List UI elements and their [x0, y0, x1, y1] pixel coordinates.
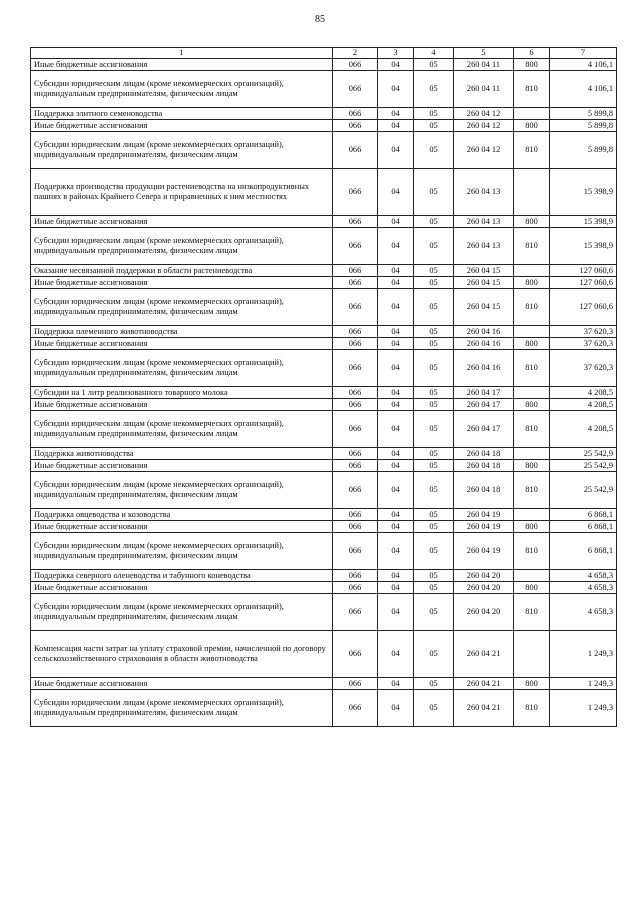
row-name-cell: Иные бюджетные ассигнования: [31, 582, 333, 594]
row-amount-cell: 4 208,5: [550, 387, 617, 399]
row-code-cell: 066: [333, 71, 378, 108]
row-code-cell: 066: [333, 108, 378, 120]
row-expense-type-cell: 800: [514, 678, 550, 690]
row-name-cell: Иные бюджетные ассигнования: [31, 399, 333, 411]
row-target-cell: 260 04 15: [454, 277, 514, 289]
row-section-cell: 04: [378, 521, 414, 533]
row-code-cell: 066: [333, 132, 378, 169]
table-row: [31, 509, 617, 521]
row-section-cell: 04: [378, 631, 414, 678]
row-section-cell: 04: [378, 350, 414, 387]
row-subsection-cell: 05: [414, 509, 454, 521]
row-name-cell: Поддержка элитного семеноводства: [31, 108, 333, 120]
row-code-cell: 066: [333, 120, 378, 132]
row-expense-type-cell: 810: [514, 690, 550, 727]
row-amount-cell: 6 868,1: [550, 509, 617, 521]
row-target-cell: 260 04 17: [454, 411, 514, 448]
table-row: [31, 521, 617, 533]
row-name-cell: Поддержка животноводства: [31, 448, 333, 460]
row-section-cell: 04: [378, 108, 414, 120]
row-target-cell: 260 04 20: [454, 570, 514, 582]
row-code-cell: 066: [333, 277, 378, 289]
row-section-cell: 04: [378, 169, 414, 216]
row-target-cell: 260 04 18: [454, 472, 514, 509]
row-subsection-cell: 05: [414, 399, 454, 411]
table-row: [31, 326, 617, 338]
row-name-cell: Поддержка производства продукции растениеводства на низкопродуктивных пашнях в районах Крайнего Севера и приравненных к ним местностях: [31, 169, 333, 216]
row-target-cell: 260 04 18: [454, 460, 514, 472]
row-target-cell: 260 04 17: [454, 387, 514, 399]
row-subsection-cell: 05: [414, 169, 454, 216]
row-code-cell: 066: [333, 472, 378, 509]
table-row: [31, 678, 617, 690]
row-name-cell: Субсидии юридическим лицам (кроме некоммерческих организаций), индивидуальным предпринимателям, физическим лицам: [31, 228, 333, 265]
row-name-cell: Субсидии на 1 литр реализованного товарного молока: [31, 387, 333, 399]
row-expense-type-cell: 800: [514, 338, 550, 350]
row-name-cell: Иные бюджетные ассигнования: [31, 59, 333, 71]
row-name-cell: Иные бюджетные ассигнования: [31, 460, 333, 472]
row-section-cell: 04: [378, 448, 414, 460]
table-row: [31, 582, 617, 594]
row-name-cell: Субсидии юридическим лицам (кроме некоммерческих организаций), индивидуальным предпринимателям, физическим лицам: [31, 350, 333, 387]
row-target-cell: 260 04 15: [454, 265, 514, 277]
row-code-cell: 066: [333, 521, 378, 533]
row-subsection-cell: 05: [414, 678, 454, 690]
row-code-cell: 066: [333, 631, 378, 678]
row-section-cell: 04: [378, 533, 414, 570]
row-section-cell: 04: [378, 399, 414, 411]
table-row: [31, 690, 617, 727]
row-code-cell: 066: [333, 228, 378, 265]
row-target-cell: 260 04 15: [454, 289, 514, 326]
table-row: [31, 350, 617, 387]
row-name-cell: Иные бюджетные ассигнования: [31, 678, 333, 690]
row-target-cell: 260 04 21: [454, 678, 514, 690]
row-section-cell: 04: [378, 690, 414, 727]
table-row: [31, 216, 617, 228]
row-subsection-cell: 05: [414, 338, 454, 350]
row-target-cell: 260 04 19: [454, 533, 514, 570]
row-target-cell: 260 04 20: [454, 582, 514, 594]
row-subsection-cell: 05: [414, 277, 454, 289]
table-row: [31, 387, 617, 399]
row-expense-type-cell: 810: [514, 228, 550, 265]
row-subsection-cell: 05: [414, 631, 454, 678]
row-amount-cell: 5 899,8: [550, 108, 617, 120]
row-section-cell: 04: [378, 570, 414, 582]
row-subsection-cell: 05: [414, 387, 454, 399]
row-target-cell: 260 04 19: [454, 521, 514, 533]
row-name-cell: Иные бюджетные ассигнования: [31, 277, 333, 289]
table-row: [31, 472, 617, 509]
row-section-cell: 04: [378, 120, 414, 132]
row-expense-type-cell: [514, 387, 550, 399]
row-subsection-cell: 05: [414, 228, 454, 265]
row-target-cell: 260 04 12: [454, 120, 514, 132]
row-amount-cell: 6 868,1: [550, 533, 617, 570]
table-row: [31, 277, 617, 289]
row-section-cell: 04: [378, 71, 414, 108]
row-expense-type-cell: 800: [514, 120, 550, 132]
row-target-cell: 260 04 18: [454, 448, 514, 460]
row-amount-cell: 4 658,3: [550, 570, 617, 582]
row-expense-type-cell: 800: [514, 582, 550, 594]
row-name-cell: Субсидии юридическим лицам (кроме некоммерческих организаций), индивидуальным предпринимателям, физическим лицам: [31, 411, 333, 448]
table-row: [31, 448, 617, 460]
table-row: [31, 71, 617, 108]
row-section-cell: 04: [378, 277, 414, 289]
row-section-cell: 04: [378, 265, 414, 277]
row-code-cell: 066: [333, 582, 378, 594]
row-section-cell: 04: [378, 228, 414, 265]
row-amount-cell: 15 398,9: [550, 169, 617, 216]
row-amount-cell: 1 249,3: [550, 631, 617, 678]
row-amount-cell: 15 398,9: [550, 228, 617, 265]
table-row: [31, 460, 617, 472]
row-expense-type-cell: [514, 448, 550, 460]
row-subsection-cell: 05: [414, 460, 454, 472]
table-body: [31, 59, 617, 727]
row-subsection-cell: 05: [414, 265, 454, 277]
row-name-cell: Субсидии юридическим лицам (кроме некоммерческих организаций), индивидуальным предпринимателям, физическим лицам: [31, 289, 333, 326]
row-target-cell: 260 04 19: [454, 509, 514, 521]
column-header: 3: [378, 48, 414, 59]
row-section-cell: 04: [378, 411, 414, 448]
row-subsection-cell: 05: [414, 570, 454, 582]
row-section-cell: 04: [378, 387, 414, 399]
row-section-cell: 04: [378, 59, 414, 71]
row-amount-cell: 4 208,5: [550, 411, 617, 448]
row-subsection-cell: 05: [414, 582, 454, 594]
row-section-cell: 04: [378, 132, 414, 169]
row-amount-cell: 6 868,1: [550, 521, 617, 533]
row-subsection-cell: 05: [414, 326, 454, 338]
row-amount-cell: 37 620,3: [550, 326, 617, 338]
table-row: [31, 399, 617, 411]
row-expense-type-cell: 810: [514, 533, 550, 570]
row-section-cell: 04: [378, 289, 414, 326]
row-name-cell: Иные бюджетные ассигнования: [31, 216, 333, 228]
row-section-cell: 04: [378, 326, 414, 338]
column-header: 4: [414, 48, 454, 59]
budget-table: [30, 47, 617, 727]
row-code-cell: 066: [333, 690, 378, 727]
row-section-cell: 04: [378, 460, 414, 472]
table-row: [31, 533, 617, 570]
row-expense-type-cell: 800: [514, 521, 550, 533]
row-name-cell: Поддержка племенного животноводства: [31, 326, 333, 338]
row-subsection-cell: 05: [414, 411, 454, 448]
row-subsection-cell: 05: [414, 521, 454, 533]
row-expense-type-cell: [514, 265, 550, 277]
table-row: [31, 594, 617, 631]
row-amount-cell: 4 106,1: [550, 59, 617, 71]
row-target-cell: 260 04 16: [454, 350, 514, 387]
row-amount-cell: 37 620,3: [550, 350, 617, 387]
row-amount-cell: 25 542,9: [550, 472, 617, 509]
row-expense-type-cell: 800: [514, 277, 550, 289]
row-subsection-cell: 05: [414, 350, 454, 387]
row-expense-type-cell: 800: [514, 59, 550, 71]
row-subsection-cell: 05: [414, 216, 454, 228]
row-code-cell: 066: [333, 448, 378, 460]
row-code-cell: 066: [333, 399, 378, 411]
row-subsection-cell: 05: [414, 289, 454, 326]
row-target-cell: 260 04 13: [454, 228, 514, 265]
row-amount-cell: 37 620,3: [550, 338, 617, 350]
row-target-cell: 260 04 20: [454, 594, 514, 631]
row-name-cell: Компенсация части затрат на уплату страховой премии, начисленной по договору сельскохозяйственного страхования в области животноводства: [31, 631, 333, 678]
row-expense-type-cell: 810: [514, 289, 550, 326]
row-name-cell: Иные бюджетные ассигнования: [31, 338, 333, 350]
row-name-cell: Поддержка овцеводства и козоводства: [31, 509, 333, 521]
row-section-cell: 04: [378, 338, 414, 350]
column-header: 5: [454, 48, 514, 59]
row-target-cell: 260 04 21: [454, 690, 514, 727]
row-subsection-cell: 05: [414, 132, 454, 169]
row-code-cell: 066: [333, 216, 378, 228]
row-section-cell: 04: [378, 509, 414, 521]
table-row: [31, 132, 617, 169]
row-expense-type-cell: [514, 570, 550, 582]
row-subsection-cell: 05: [414, 448, 454, 460]
column-header: 2: [333, 48, 378, 59]
row-amount-cell: 15 398,9: [550, 216, 617, 228]
row-subsection-cell: 05: [414, 533, 454, 570]
row-code-cell: 066: [333, 169, 378, 216]
row-code-cell: 066: [333, 350, 378, 387]
row-expense-type-cell: 810: [514, 71, 550, 108]
row-code-cell: 066: [333, 509, 378, 521]
table-row: [31, 289, 617, 326]
row-expense-type-cell: 810: [514, 411, 550, 448]
row-target-cell: 260 04 12: [454, 108, 514, 120]
row-target-cell: 260 04 13: [454, 216, 514, 228]
row-amount-cell: 4 106,1: [550, 71, 617, 108]
row-section-cell: 04: [378, 216, 414, 228]
table-row: [31, 108, 617, 120]
row-name-cell: Субсидии юридическим лицам (кроме некоммерческих организаций), индивидуальным предпринимателям, физическим лицам: [31, 472, 333, 509]
table-row: [31, 169, 617, 216]
row-code-cell: 066: [333, 678, 378, 690]
column-header: 6: [514, 48, 550, 59]
row-expense-type-cell: 800: [514, 460, 550, 472]
row-subsection-cell: 05: [414, 59, 454, 71]
row-amount-cell: 127 060,6: [550, 265, 617, 277]
row-target-cell: 260 04 21: [454, 631, 514, 678]
row-amount-cell: 5 899,8: [550, 120, 617, 132]
row-expense-type-cell: [514, 169, 550, 216]
row-name-cell: Оказание несвязанной поддержки в области растениеводства: [31, 265, 333, 277]
table-row: [31, 631, 617, 678]
row-name-cell: Субсидии юридическим лицам (кроме некоммерческих организаций), индивидуальным предпринимателям, физическим лицам: [31, 71, 333, 108]
row-amount-cell: 25 542,9: [550, 460, 617, 472]
row-section-cell: 04: [378, 472, 414, 509]
row-amount-cell: 127 060,6: [550, 289, 617, 326]
table-row: [31, 338, 617, 350]
row-amount-cell: 4 658,3: [550, 582, 617, 594]
row-section-cell: 04: [378, 594, 414, 631]
row-amount-cell: 1 249,3: [550, 678, 617, 690]
row-code-cell: 066: [333, 265, 378, 277]
row-name-cell: Иные бюджетные ассигнования: [31, 521, 333, 533]
row-section-cell: 04: [378, 678, 414, 690]
row-code-cell: 066: [333, 59, 378, 71]
table-row: [31, 265, 617, 277]
row-code-cell: 066: [333, 387, 378, 399]
row-amount-cell: 127 060,6: [550, 277, 617, 289]
row-expense-type-cell: 810: [514, 132, 550, 169]
row-expense-type-cell: 810: [514, 472, 550, 509]
table-row: [31, 120, 617, 132]
row-expense-type-cell: [514, 326, 550, 338]
row-name-cell: Субсидии юридическим лицам (кроме некоммерческих организаций), индивидуальным предпринимателям, физическим лицам: [31, 533, 333, 570]
row-subsection-cell: 05: [414, 472, 454, 509]
row-target-cell: 260 04 17: [454, 399, 514, 411]
row-code-cell: 066: [333, 411, 378, 448]
row-target-cell: 260 04 13: [454, 169, 514, 216]
table-row: [31, 570, 617, 582]
row-target-cell: 260 04 11: [454, 71, 514, 108]
row-section-cell: 04: [378, 582, 414, 594]
row-subsection-cell: 05: [414, 690, 454, 727]
row-expense-type-cell: 810: [514, 594, 550, 631]
row-subsection-cell: 05: [414, 71, 454, 108]
row-expense-type-cell: [514, 509, 550, 521]
row-amount-cell: 1 249,3: [550, 690, 617, 727]
row-subsection-cell: 05: [414, 108, 454, 120]
table-row: [31, 228, 617, 265]
row-code-cell: 066: [333, 594, 378, 631]
row-expense-type-cell: 800: [514, 216, 550, 228]
row-target-cell: 260 04 16: [454, 338, 514, 350]
row-expense-type-cell: [514, 631, 550, 678]
row-expense-type-cell: 810: [514, 350, 550, 387]
row-amount-cell: 4 658,3: [550, 594, 617, 631]
row-name-cell: Субсидии юридическим лицам (кроме некоммерческих организаций), индивидуальным предпринимателям, физическим лицам: [31, 690, 333, 727]
row-name-cell: Поддержка северного оленеводства и табунного коневодства: [31, 570, 333, 582]
row-expense-type-cell: 800: [514, 399, 550, 411]
row-code-cell: 066: [333, 326, 378, 338]
row-code-cell: 066: [333, 460, 378, 472]
row-name-cell: Субсидии юридическим лицам (кроме некоммерческих организаций), индивидуальным предпринимателям, физическим лицам: [31, 594, 333, 631]
row-target-cell: 260 04 16: [454, 326, 514, 338]
row-target-cell: 260 04 12: [454, 132, 514, 169]
column-header: 7: [550, 48, 617, 59]
row-target-cell: 260 04 11: [454, 59, 514, 71]
row-subsection-cell: 05: [414, 120, 454, 132]
row-subsection-cell: 05: [414, 594, 454, 631]
row-expense-type-cell: [514, 108, 550, 120]
row-code-cell: 066: [333, 533, 378, 570]
row-code-cell: 066: [333, 570, 378, 582]
row-name-cell: Иные бюджетные ассигнования: [31, 120, 333, 132]
row-name-cell: Субсидии юридическим лицам (кроме некоммерческих организаций), индивидуальным предпринимателям, физическим лицам: [31, 132, 333, 169]
column-header: 1: [31, 48, 333, 59]
page-number: 85: [315, 14, 325, 25]
row-amount-cell: 25 542,9: [550, 448, 617, 460]
header-row: [31, 48, 617, 59]
row-code-cell: 066: [333, 338, 378, 350]
table-row: [31, 411, 617, 448]
row-code-cell: 066: [333, 289, 378, 326]
row-amount-cell: 4 208,5: [550, 399, 617, 411]
row-amount-cell: 5 899,8: [550, 132, 617, 169]
table-row: [31, 59, 617, 71]
